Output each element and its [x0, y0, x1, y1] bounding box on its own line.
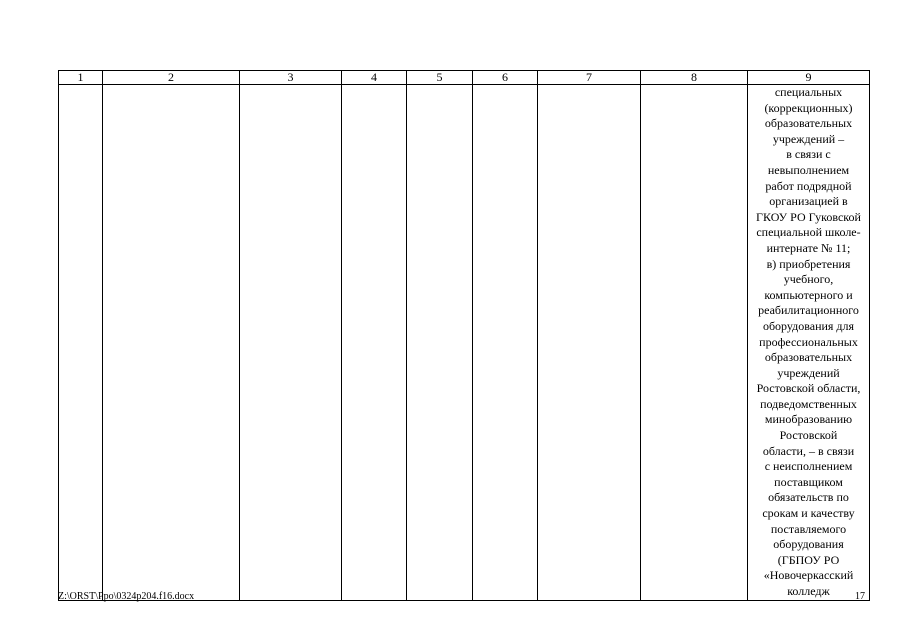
cell-col-8 [641, 85, 748, 601]
header-row [59, 71, 870, 85]
cell-text-line: реабилитационного [758, 303, 859, 318]
cell-col-7 [538, 85, 641, 601]
footer-file-path: Z:\ORST\Ppo\0324p204.f16.docx [58, 591, 195, 602]
cell-col-9-text [748, 85, 869, 600]
cell-text-line: «Новочеркасский [763, 568, 854, 583]
cell-text-line: невыполнением [767, 162, 850, 177]
cell-col-1 [59, 85, 103, 601]
cell-text-line: работ подрядной [765, 178, 852, 193]
cell-text-line: (коррекционных) [764, 100, 853, 115]
cell-text-line: колледж [787, 584, 830, 598]
cell-text-line: учебного, [783, 272, 834, 287]
cell-text-line: учреждений – [772, 131, 845, 146]
column-header-7: 7 [538, 71, 641, 85]
cell-text-line: ГКОУ РО Гуковской [756, 209, 861, 224]
cell-text-line: срокам и качеству [762, 506, 855, 521]
cell-text-line: Ростовской области, [756, 381, 861, 396]
cell-text-line: поставляемого [770, 521, 847, 536]
column-header-6: 6 [473, 71, 538, 85]
cell-col-5 [407, 85, 473, 601]
cell-text-line: оборудования для [762, 318, 855, 333]
cell-text-line: специальной школе- [756, 225, 861, 240]
cell-text-line: образовательных [764, 350, 853, 365]
column-header-5: 5 [407, 71, 473, 85]
cell-text-line: подведомственных [760, 396, 857, 411]
cell-text-line: в связи с [786, 147, 831, 162]
cell-text-line: с неисполнением [764, 459, 853, 474]
cell-text-line: специальных [774, 85, 843, 99]
column-header-2: 2 [103, 71, 240, 85]
cell-col-2 [103, 85, 240, 601]
table-row [59, 85, 870, 601]
cell-col-3 [240, 85, 342, 601]
cell-text-line: образовательных [764, 116, 853, 131]
cell-col-6 [473, 85, 538, 601]
column-header-1: 1 [59, 71, 103, 85]
cell-text-line: поставщиком [774, 474, 843, 489]
column-header-8: 8 [641, 71, 748, 85]
cell-text-line: обязательств по [768, 490, 849, 505]
data-table [58, 70, 870, 601]
column-header-9: 9 [748, 71, 870, 85]
cell-text-line: оборудования [773, 537, 844, 552]
column-header-3: 3 [240, 71, 342, 85]
cell-text-line: в) приобретения [766, 256, 851, 271]
cell-col-4 [342, 85, 407, 601]
cell-text-line: учреждений [777, 365, 840, 380]
cell-text-line: области, – в связи [762, 443, 855, 458]
cell-text-line: Ростовской [779, 428, 838, 443]
footer-page-number: 17 [855, 591, 865, 602]
cell-text-line: организацией в [769, 194, 848, 209]
cell-text-line: минобразованию [764, 412, 853, 427]
cell-text-line: интернате № 11; [766, 240, 851, 255]
column-header-4: 4 [342, 71, 407, 85]
cell-col-9 [748, 85, 870, 601]
cell-text-line: (ГБПОУ РО [777, 552, 840, 567]
cell-text-line: профессиональных [759, 334, 858, 349]
cell-text-line: компьютерного и [764, 287, 853, 302]
